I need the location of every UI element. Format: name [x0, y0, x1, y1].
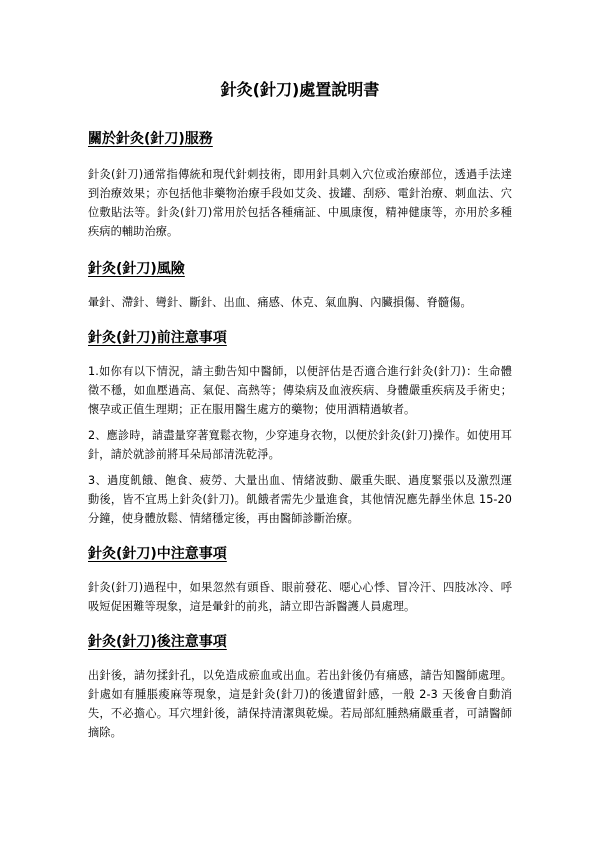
document-title: 針灸(針刀)處置說明書	[220, 80, 380, 99]
section-paragraph-about: 針灸(針刀)通常指傳統和現代針刺技術，即用針具刺入穴位或治療部位，透過手法達到治療效果；亦包括他非藥物治療手段如艾灸、拔罐、刮痧、電針治療、刺血法、穴位敷貼法等。針灸(針刀)常用於包括各種痛証、中風康復，精神健康等，亦用於多種疾病的輔助治療。	[88, 168, 512, 238]
section-heading-before: 針灸(針刀)前注意事項	[88, 330, 227, 346]
section-heading-risks: 針灸(針刀)風險	[88, 261, 185, 277]
section-paragraph-before-3: 3、過度飢餓、飽食、疲勞、大量出血、情緒波動、嚴重失眠、過度緊張以及激烈運動後，皆不宜馬上針灸(針刀)。飢餓者需先少量進食，其他情況應先靜坐休息 15-20 分鐘，使身體放鬆、情緒穩定後，再由醫師診斷治療。	[88, 474, 512, 525]
section-paragraph-risks: 暈針、滯針、彎針、斷針、出血、痛感、休克、氣血胸、內臟損傷、脊髓傷。	[88, 296, 472, 309]
section-heading-during: 針灸(針刀)中注意事項	[88, 546, 227, 562]
section-paragraph-after: 出針後，請勿揉針孔，以免造成瘀血或出血。若出針後仍有痛感，請告知醫師處理。針處如有腫脹痠麻等現象，這是針灸(針刀)的後遺留針感，一般 2-3 天後會自動消失，不必擔心。耳穴埋針後，請保持清潔與乾燥。若局部紅腫熱痛嚴重者，可請醫師摘除。	[88, 669, 512, 739]
section-paragraph-before-1: 1.如你有以下情況，請主動告知中醫師，以便評估是否適合進行針灸(針刀)：生命體徵不穩，如血壓過高、氣促、高熱等；傳染病及血液疾病、身體嚴重疾病及手術史；懷孕或正值生理期；正在服用醫生處方的藥物；使用酒精過敏者。	[88, 365, 512, 416]
section-paragraph-during: 針灸(針刀)過程中，如果忽然有頭昏、眼前發花、噁心心悸、冒冷汗、四肢冰冷、呼吸短促困難等現象，這是暈針的前兆，請立即告訴醫護人員處理。	[88, 581, 512, 613]
section-paragraph-before-2: 2、應診時，請盡量穿著寬鬆衣物，少穿連身衣物，以便於針灸(針刀)操作。如使用耳針，請於就診前將耳朵局部清洗乾淨。	[88, 429, 512, 461]
section-heading-about: 關於針灸(針刀)服務	[88, 131, 213, 147]
section-heading-after: 針灸(針刀)後注意事項	[88, 634, 227, 650]
